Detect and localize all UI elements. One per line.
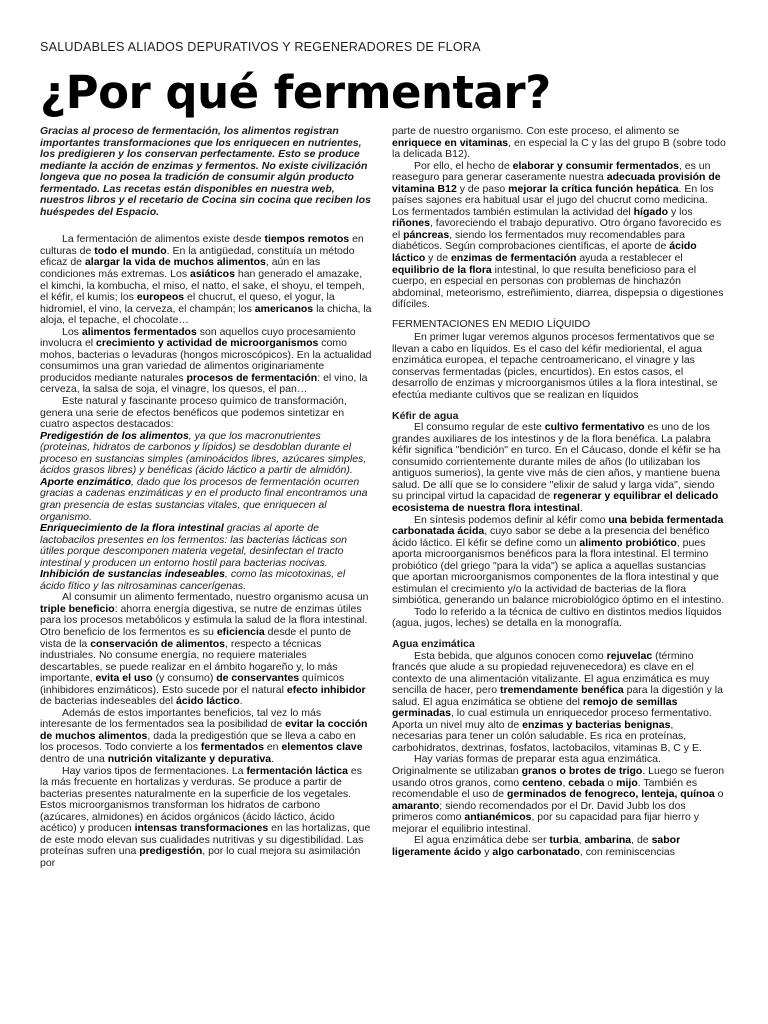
emphasis: alimento probiótico [579,536,677,549]
emphasis: tremendamente benéfica [499,684,624,697]
emphasis: fermentación láctica [246,764,348,777]
emphasis: efecto inhibidor [286,683,366,696]
paragraph: El agua enzimática debe ser turbia, ambarina, de sabor ligeramente ácido y algo carbonatado, con reminiscencias [392,834,681,858]
emphasis: remojo de semillas germinadas [392,695,678,720]
paragraph: En primer lugar veremos algunos procesos fermentativos que se llevan a cabo en líquidos. Es el caso del kéfir medioriental, el agua enzimática europea, el tepache centroamericano, el vinagre y las conservas fermentadas (picles, encurtidos). En estos casos, el desarrollo de enzimas y microorganismos útiles a la flora intestinal, se efectúa mediante cultivos que se realizan en líquidos [392,331,718,402]
emphasis: nutrición vitalizante y depurativa [107,752,272,765]
emphasis: europeos [136,291,185,304]
benefit-item: Enriquecimiento de la flora intestinal gracias al aporte de lactobacilos presentes en los fermentos: las bacterias lácticas son útiles porque descomponen materia vegetal, desinfectan el tracto intestinal y producen un entorno hostil para bacterias nocivas. [40,522,347,569]
emphasis: Enriquecimiento de la flora intestinal [40,522,224,535]
emphasis: evitar la cocción de muchos alimentos [40,718,368,742]
emphasis: sabor ligeramente ácido [392,834,681,858]
benefit-item: Predigestión de los alimentos, ya que los macronutrientes (proteínas, hidratos de carbonos y lípidos) se desdoblan durante el proceso en sustancias simples (aminoácidos libres, azúcares simples, ácidos grasos libres) y benéficas (ácido láctico a partir de almidón). [40,429,367,477]
paragraph: parte de nuestro organismo. Con este proceso, el alimento se enriquece en vitaminas, en especial la C y las del grupo B (sobre todo la delicada B12). [392,125,726,161]
emphasis: ácido láctico [392,240,697,265]
emphasis: rejuvelac [606,649,653,662]
benefit-item: Inhibición de sustancias indeseables, como las micotoxinas, el ácido fítico y las nitrosaminas cancerígenas. [40,568,346,592]
article-title: ¿Por qué fermentar? [40,66,551,119]
emphasis: enriquece en vitaminas [392,136,509,149]
emphasis: equilibrio de la flora [392,263,492,276]
paragraph: Además de estos importantes beneficios, tal vez lo más interesante de los fermentados sea la posibilidad de evitar la cocción de muchos alimentos, dada la predigestión que se lleva a cabo en los procesos. Todo convierte a los fermentados en elementos clave dentro de una nutrición vitalizante y depurativa. [40,706,368,765]
paragraph: Al consumir un alimento fermentado, nuestro organismo acusa un triple beneficio: ahorra energía digestiva, se nutre de enzimas útiles para los procesos metabólicos y estimula la salud de la flora intestinal. Otro beneficio de los fermentos es su eficiencia desde el punto de vista de la conservación de alimentos, respecto a técnicas industriales. No consume energía, no requiere materiales descartables, se puede realizar en el ámbito hogareño y, lo más importante, evita el uso (y consumo) de conservantes químicos (inhibidores enzimáticos). Esto sucede por el natural efecto inhibidor de bacterias indeseables del ácido láctico. [40,591,369,708]
emphasis: antianémicos [464,811,532,824]
lead-paragraph: Gracias al proceso de fermentación, los alimentos registran importantes transformaciones que los enriquecen en nutrientes, los predigieren y los conservan perfectamente. Esto se produce mediante la acción de enzimas y fermentos. No existe civilización longeva que no posea la tradición de consumir algún producto fermentado. Las recetas están disponibles en nuestra web, nuestros libros y el recetario de Cocina sin cocina que reciben los huéspedes del Espacio. [40,125,371,218]
emphasis: triple beneficio [40,602,115,615]
emphasis: predigestión [139,845,203,858]
emphasis: cultivo fermentativo [544,421,645,434]
emphasis: eficiencia [216,625,265,638]
section-kicker: SALUDABLES ALIADOS DEPURATIVOS Y REGENERADORES DE FLORA [40,40,481,54]
emphasis: amaranto [392,799,440,812]
paragraph: Los alimentos fermentados son aquellos cuyo procesamiento involucra el crecimiento y actividad de microorganismos como mohos, bacterias o levaduras (hongos microscópicos). En la actualidad consumimos una gran variedad de alimentos originariamente producidos mediante naturales procesos de fermentación: el vino, la cerveza, la salsa de soja, el vinagre, los quesos, el pan… [40,325,372,396]
paragraph: Este natural y fascinante proceso químico de transformación, genera una serie de efectos benéficos que podemos sintetizar en cuatro aspectos destacados: [40,395,347,431]
emphasis: riñones [392,217,430,230]
emphasis: algo carbonatado [492,845,580,858]
emphasis: elaborar y consumir fermentados [512,159,679,172]
paragraph: Por ello, el hecho de elaborar y consumir fermentados, es un reaseguro para generar caseramente nuestra adecuada provisión de vitamina B12 y de paso mejorar la crítica función hepática. En los países sajones era habitual usar el jugo del chucrut como medicina. Los fermentados también estimulan la actividad del hígado y los riñones, favoreciendo el trabajo depurativo. Otro órgano favorecido es el páncreas, siendo los fermentados muy recomendables para diabéticos. Según comprobaciones científicas, el aporte de ácido láctico y de enzimas de fermentación ayuda a restablecer el equilibrio de la flora intestinal, lo que resulta beneficioso para el cuerpo, en especial en personas con problemas de hinchazón abdominal, meteorismo, estreñimiento, diarrea, dispepsia o digestiones difíciles. [392,159,724,311]
subheading-kefir: Kéfir de agua [392,409,459,422]
paragraph: En síntesis podemos definir al kéfir como una bebida fermentada carbonatada ácida, cuyo sabor se debe a la presencia del benéfico ácido láctico. El kéfir se define como un alimento probiótico, pues aporta microorganismos benéficos para la flora intestinal. El termino probiótico (del griego "para la vida") se aplica a aquellas sustancias que aportan microorganismos componentes de la flora intestinal y que estimulan el crecimiento y/o la actividad de bacterias de la flora simbiótica, generando un balance microbiológico óptimo en el intestino. [392,513,725,607]
emphasis: mejorar la crítica función hepática [508,182,679,195]
emphasis: asiáticos [189,268,235,281]
emphasis: crecimiento y actividad de microorganismos [96,337,319,350]
emphasis: de conservantes [216,672,300,685]
emphasis: cebada [568,776,605,789]
paragraph: La fermentación de alimentos existe desde tiempos remotos en culturas de todo el mundo. En la antigüedad, constituía un método eficaz de alargar la vida de muchos alimentos, aún en las condiciones más extremas. Los asiáticos han generado el amazake, el kimchi, la kombucha, el miso, el natto, el sake, el shoyu, el tempeh, el kéfir, el kumis; los europeos el chucrut, el queso, el yogur, la hidromiel, el vino, la cerveza, el champán; los americanos la chicha, la aloja, el tepache, el chocolate… [40,233,372,327]
emphasis: adecuada provisión de vitamina B12 [392,171,721,195]
right-column [392,126,726,858]
emphasis: una bebida fermentada carbonatada ácida [392,513,724,538]
emphasis: tiempos remotos [264,233,350,246]
paragraph: Todo lo referido a la técnica de cultivo en distintos medios líquidos (agua, jugos, leches) se detalla en la monografía. [392,605,722,630]
paragraph: Esta bebida, que algunos conocen como rejuvelac (término francés que alude a su propiedad rejuvenecedora) es clave en el contexto de una alimentación vitalizante. El agua enzimática es muy sencilla de hacer, pero tremendamente benéfica para la digestión y la salud. El agua enzimática se obtiene del remojo de semillas germinadas, lo cual estimula un enriquecedor proceso fermentativo. Aporta un nivel muy alto de enzimas y bacterias benignas, necesarias para tener un colón saludable. Es rica en proteínas, carbohidratos, dextrinas, fosfatos, lactobacilos, vitaminas B, C y E. [392,649,723,754]
emphasis: Aporte enzimático [40,475,132,488]
emphasis: alargar la vida de muchos alimentos [84,256,266,269]
emphasis: ácido láctico [176,695,240,708]
paragraph: Hay varios tipos de fermentaciones. La fermentación láctica es la más frecuente en hortalizas y verduras. Se produce a partir de bacterias presentes naturalmente en la superficie de los vegetales. Estos microorganismos transforman los hidratos de carbono (azúcares, almidones) en ácidos orgánicos (ácido láctico, ácido acético) y producen intensas transformaciones en las hortalizas, que de este modo elevan sus cualidades nutritivas y su digestibilidad. Las proteínas sufren una predigestión, por lo cual mejora su asimilación por [40,764,371,869]
emphasis: ambarina [584,834,632,847]
emphasis: hígado [633,205,669,218]
emphasis: germinados de fenogreco, lenteja, quínoa [507,788,715,801]
emphasis: fermentados [200,741,264,754]
section-heading: FERMENTACIONES EN MEDIO LÍQUIDO [392,317,591,330]
benefit-item: Aporte enzimático, dado que los procesos de fermentación ocurren gracias a cadenas enzimáticas y en el producto final encontramos una gran presencia de estas sustancias vitales, que enriquecen al organismo. [40,475,368,523]
subheading-agua: Agua enzimática [392,637,475,650]
emphasis: centeno [522,776,563,789]
emphasis: evita el uso [95,672,153,685]
emphasis: procesos de fermentación [186,371,318,384]
paragraph: Hay varias formas de preparar esta agua enzimática. Originalmente se utilizaban granos o brotes de trigo. Luego se fueron usando otros granos, como centeno, cebada o mijo. También es recomendable el uso de germinados de fenogreco, lenteja, quínoa o amaranto; siendo recomendados por el Dr. David Jubb los dos primeros como antianémicos, por su capacidad para fijar hierro y mejorar el equilibrio intestinal. [392,753,725,835]
emphasis: páncreas [403,228,450,241]
emphasis: Predigestión de los alimentos [40,429,189,442]
emphasis: elementos clave [281,741,363,754]
emphasis: turbia [549,834,579,847]
left-column [40,126,372,869]
emphasis: regenerar y equilibrar el delicado ecosistema de nuestra flora intestinal [392,490,719,514]
emphasis: conservación de alimentos [90,637,226,650]
emphasis: granos o brotes de trigo [521,764,643,777]
emphasis: enzimas y bacterias benignas [522,718,671,731]
emphasis: Inhibición de sustancias indeseables [40,568,225,581]
emphasis: enzimas de fermentación [450,252,577,265]
emphasis: intensas transformaciones [134,822,269,835]
emphasis: alimentos fermentados [81,325,197,338]
emphasis: americanos [254,302,314,315]
emphasis: todo el mundo [94,244,167,257]
emphasis: mijo [616,776,638,789]
paragraph: El consumo regular de este cultivo fermentativo es uno de los grandes auxiliares de los intestinos y de la flora benéfica. La palabra kéfir significa "bendición" en turco. En el Cáucaso, donde el kéfir se ha consumido corrientemente durante miles de años (lo utilizaban los antiguos sumerios), la gente vive más de cien años, y mantiene buena salud. De allí que se lo considere "elixir de salud y larga vida", siendo su principal virtud la capacidad de regenerar y equilibrar el delicado ecosistema de nuestra flora intestinal. [392,421,721,514]
